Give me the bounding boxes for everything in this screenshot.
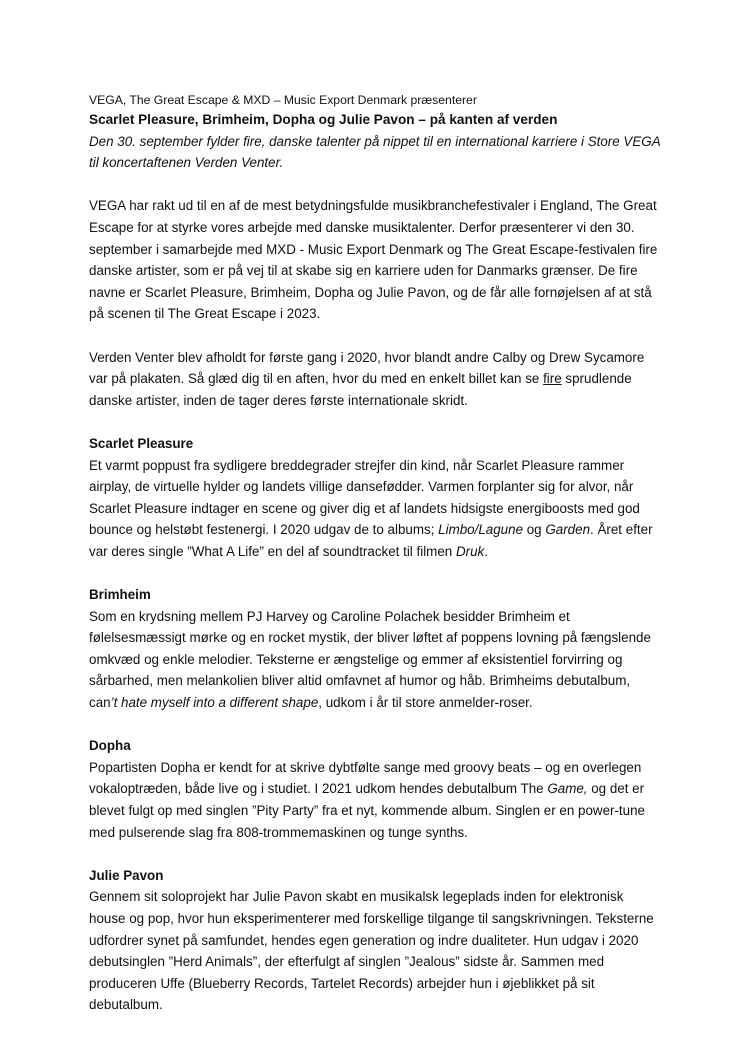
scarlet-text-b: og xyxy=(523,522,546,538)
scarlet-text-a: Et varmt poppust fra sydligere breddegrader strejfer din kind, når Scarlet Pleasure rammer airplay, de virtuelle hylder og landets villige dansefødder. Varmen forplanter sig for alvor, når Scarlet Pleasure indtager en scene og giver dig et af landets hidsigste energiboosts med god bounce og helstøbt festenergi. I 2020 udgav de to albums; xyxy=(89,457,640,538)
brimheim-album: ’t hate myself into a different shape xyxy=(110,695,319,711)
dopha-text-a: Popartisten Dopha er kendt for at skrive dybtfølte sange med groovy beats – og en overlegen vokaloptræden, både live og i studiet. I 2021 udkom hendes debutalbum The xyxy=(89,759,642,797)
intro-paragraph-2 xyxy=(89,347,661,412)
spacer xyxy=(89,325,661,347)
spacer xyxy=(89,714,661,736)
section-text-scarlet-pleasure xyxy=(89,455,661,563)
dopha-album: Game, xyxy=(547,781,588,797)
spacer xyxy=(89,174,661,196)
spacer xyxy=(89,562,661,584)
scarlet-film: Druk xyxy=(455,543,485,559)
section-title-dopha: Dopha xyxy=(89,738,131,754)
section-title-julie-pavon: Julie Pavon xyxy=(89,867,164,883)
section-text-dopha xyxy=(89,757,661,843)
subtitle: Den 30. september fylder fire, danske talenter på nippet til en international karriere i Store VEGA til koncertaftenen Verden Venter. xyxy=(89,133,661,171)
brimheim-text-a: Som en krydsning mellem PJ Harvey og Caroline Polachek besidder Brimheim et følelsesmæssigt mørke og en rocket mystik, der bliver løftet af poppens lovning på fængslende omkvæd og enkle melodier. Teksterne er ængstelige og emmer af eksistentiel forvirring og sårbarhed, men melankolien bliver altid omfavnet af humor og håb. Brimheims debutalbum, can xyxy=(89,608,651,711)
section-title-scarlet-pleasure: Scarlet Pleasure xyxy=(89,435,194,451)
brimheim-text-b: , udkom i år til store anmelder-roser. xyxy=(318,695,533,711)
section-text-brimheim xyxy=(89,606,661,714)
spacer xyxy=(89,411,661,433)
scarlet-text-c: . Året efter var deres single ”What A Life” en del af soundtracket til filmen xyxy=(89,522,653,559)
intro-paragraph-2-text-b: sprudlende danske artister, inden de tager deres første internationale skridt. xyxy=(89,371,632,408)
scarlet-album-2: Garden xyxy=(545,522,591,538)
press-release xyxy=(89,91,661,1016)
page-title: Scarlet Pleasure, Brimheim, Dopha og Julie Pavon – på kanten af verden xyxy=(89,112,558,127)
section-text-julie-pavon: Gennem sit soloprojekt har Julie Pavon skabt en musikalsk legeplads inden for elektronisk house og pop, hvor hun eksperimenterer med forskellige tilgange til sangskrivningen. Teksterne udfordrer synet på samfundet, hendes egen generation og indre dualiteter. Hun udgav i 2020 debutsinglen ”Herd Animals”, der efterfulgt af singlen ”Jealous” sidste år. Sammen med produceren Uffe (Blueberry Records, Tartelet Records) arbejder hun i øjeblikket på sit debutalbum. xyxy=(89,889,654,1013)
fire-link[interactable]: fire xyxy=(543,371,562,387)
section-title-brimheim: Brimheim xyxy=(89,587,151,603)
intro-paragraph-1: VEGA har rakt ud til en af de mest betydningsfulde musikbranchefestivaler i England, The Great Escape for at styrke vores arbejde med danske musiktalenter. Derfor præsenterer vi den 30. september i samarbejde med MXD - Music Export Denmark og The Great Escape-festivalen fire danske artister, som er på vej til at skabe sig en karriere uden for Danmarks grænser. De fire navne er Scarlet Pleasure, Brimheim, Dopha og Julie Pavon, og de får alle fornøjelsen af at stå på scenen til The Great Escape i 2023. xyxy=(89,198,658,322)
scarlet-album-1: Limbo/Lagune xyxy=(438,522,524,538)
spacer xyxy=(89,843,661,865)
intro-paragraph-2-text-a: Verden Venter blev afholdt for første gang i 2020, hvor blandt andre Calby og Drew Sycamore var på plakaten. Så glæd dig til en aften, hvor du med en enkelt billet kan se xyxy=(89,349,645,387)
dopha-text-b: og det er blevet fulgt op med singlen ”Pity Party” fra et nyt, kommende album. Singlen er en power-tune med pulserende slag fra 808-trommemaskinen og tunge synths. xyxy=(89,781,645,840)
presenter-line: VEGA, The Great Escape & MXD – Music Export Denmark præsenterer xyxy=(89,93,477,107)
scarlet-text-d: . xyxy=(484,543,488,559)
